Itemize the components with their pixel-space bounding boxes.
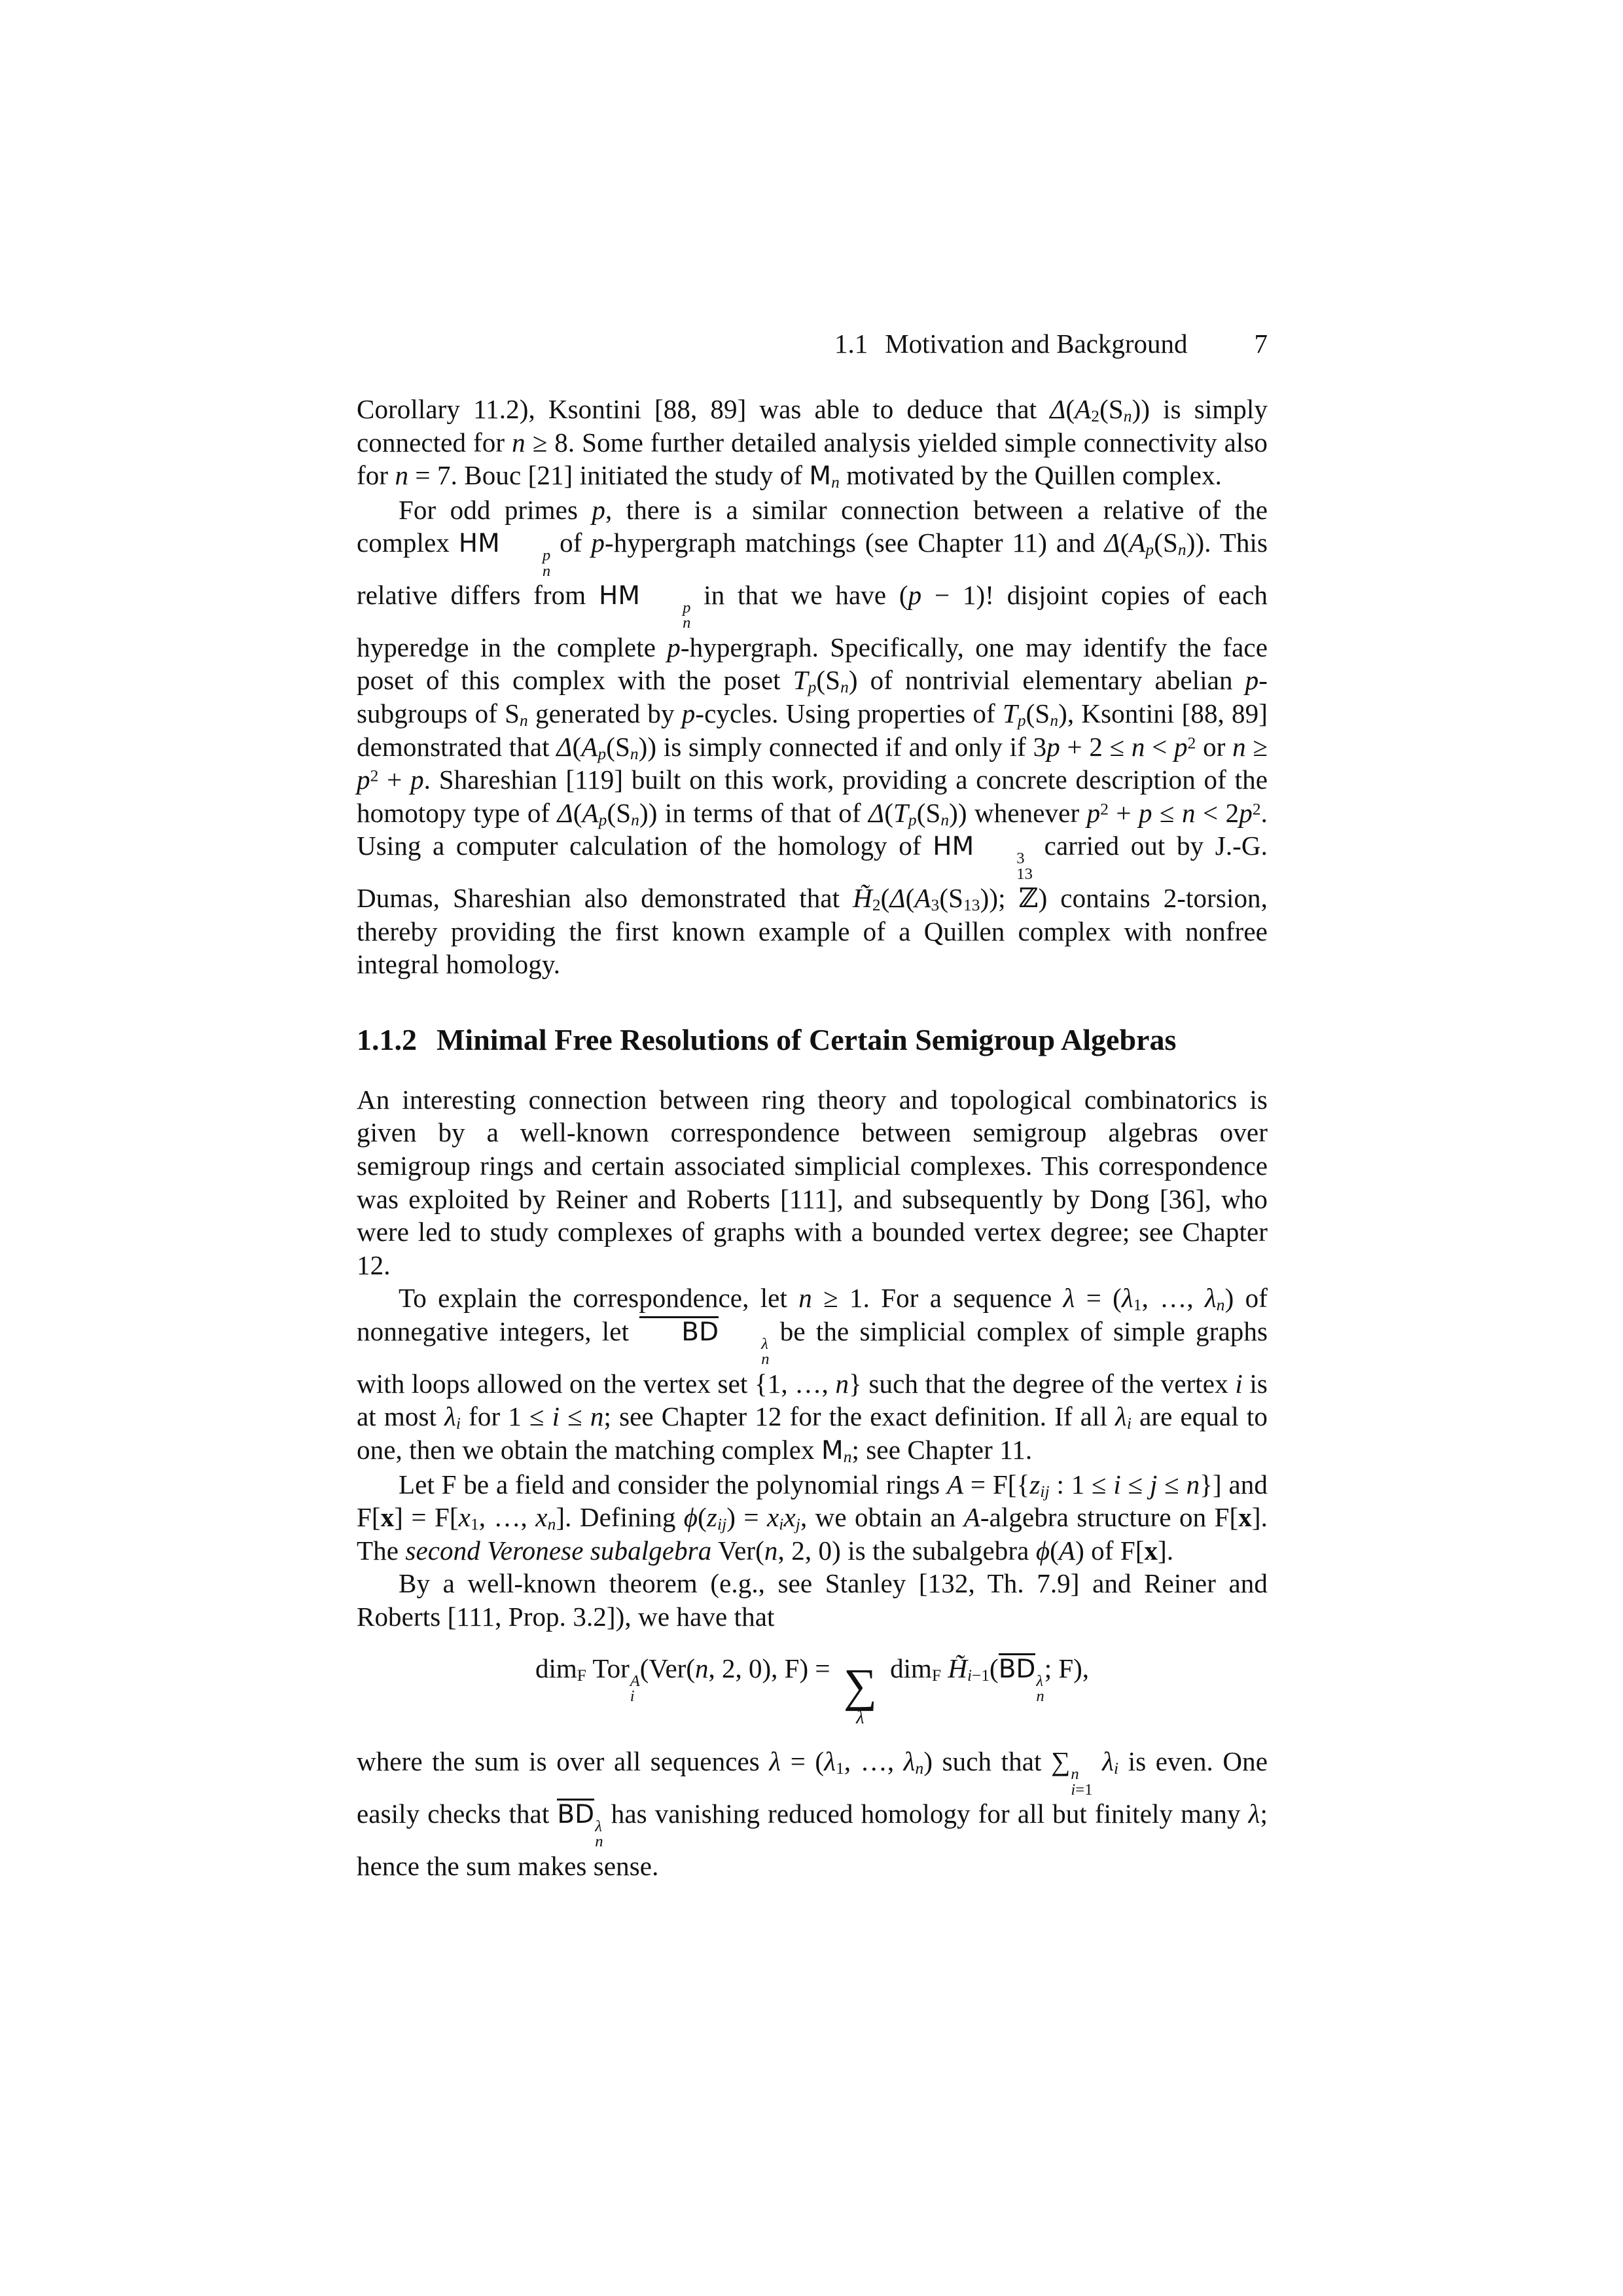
paragraph: For odd primes p, there is a similar connection between a relative of the complex HM p n of p-hypergraph matchings (see Chapter 11) and $\Delta(A_p(S_n))$. This relative differs from HM p n in that we have (p − 1)! disjoint copies of each hyperedge in the complete p-hypergraph. Specifically, one may identify the face poset of this complex with the poset $T_p(S_n)$ of nontrivial elementary abelian p-subgroups of $S_n$ generated by p-cycles. Using properties of $T_p(S_n)$, Ksontini [88, 89] demonstrated that $\Delta(A_p(S_n))$ is simply connected if and only if $3p + 2 \le n < p^2$ or $n \ge p^2 + p$. Shareshian [119] built on this work, providing a concrete description of the homotopy type of $\Delta(A_p(S_n))$ in terms of that of $\Delta(T_p(S_n))$ whenever $p^2 + p \le n < 2p^2$. Using a computer calculation of the homology of HM 3 13 carried out by J.-G. Dumas, Shareshian also demonstrated that $H̃_2(\Delta(A_3(S_{13}))$; ℤ) contains 2-torsion, thereby providing the first known example of a Quillen complex with nonfree integral homology. [357,494,1268,980]
running-header [357,327,1268,360]
content-area [357,393,1268,1882]
paragraph: An interesting connection between ring theory and topological combinatorics is given by a well-known correspondence between semigroup algebras over semigroup rings and certain associated simplicial complexes. This correspondence was exploited by Reiner and Roberts [111], and subsequently by Dong [36], who were led to study complexes of graphs with a bounded vertex degree; see Chapter 12. [357,1084,1268,1280]
display-equation: dim$_F$ Tor A i (Ver(n, 2, 0), F) = ∑ λ dim$_F$ $H̃_{i-1}(BD$ λ n ; F), [535,1653,1090,1728]
paragraph: Corollary 11.2), Ksontini [88, 89] was able to deduce that $\Delta(A_2(S_n))$ is simply connected for n ≥ 8. Some further detailed analysis yielded simple connectivity also for n = 7. Bouc [21] initiated the study of $M_n$ motivated by the Quillen complex. [357,394,1268,492]
running-header-section [834,327,1188,360]
section-heading-title: Minimal Free Resolutions of Certain Semigroup Algebras [437,1022,1177,1056]
section-title: Motivation and Background [885,329,1188,359]
page-number: 7 [1254,329,1268,359]
paragraph: where the sum is over all sequences $\lambda = (\lambda_1$, …, $\lambda_n$) such that ∑ n i=1 $\lambda_i$ is even. One easily checks that BD λ n has vanishing reduced homology for all but finitely many λ; hence the sum makes sense. [357,1746,1268,1881]
section-heading-number: 1.1.2 [357,1022,417,1056]
paragraph: To explain the correspondence, let n ≥ 1. For a sequence $\lambda = (\lambda_1$, …, $\lambda_n$) of nonnegative integers, let BD λ n be the simplicial complex of simple graphs with loops allowed on the vertex set {1, …, n} such that the degree of the vertex i is at most $\lambda_i$ for 1 ≤ i ≤ n; see Chapter 12 for the exact definition. If all $\lambda_i$ are equal to one, then we obtain the matching complex $M_n$; see Chapter 11. [357,1283,1268,1467]
paragraph: By a well-known theorem (e.g., see Stanley [132, Th. 7.9] and Reiner and Roberts [111, Prop. 3.2]), we have that [357,1568,1268,1632]
section-heading [357,1022,1268,1058]
section-number: 1.1 [834,329,868,359]
paragraph: Let F be a field and consider the polynomial rings $A = F[\{z_{ij}$ : 1 ≤ i ≤ j ≤ n}] and $F[x] = F[x_1$, …, $x_n$]. Defining $\phi(z_{ij}) = x_ix_j$, we obtain an A-algebra structure on F[x]. The second Veronese subalgebra Ver(n, 2, 0) is the subalgebra ϕ(A) of F[x]. [357,1469,1268,1566]
text-block [357,327,1268,1882]
